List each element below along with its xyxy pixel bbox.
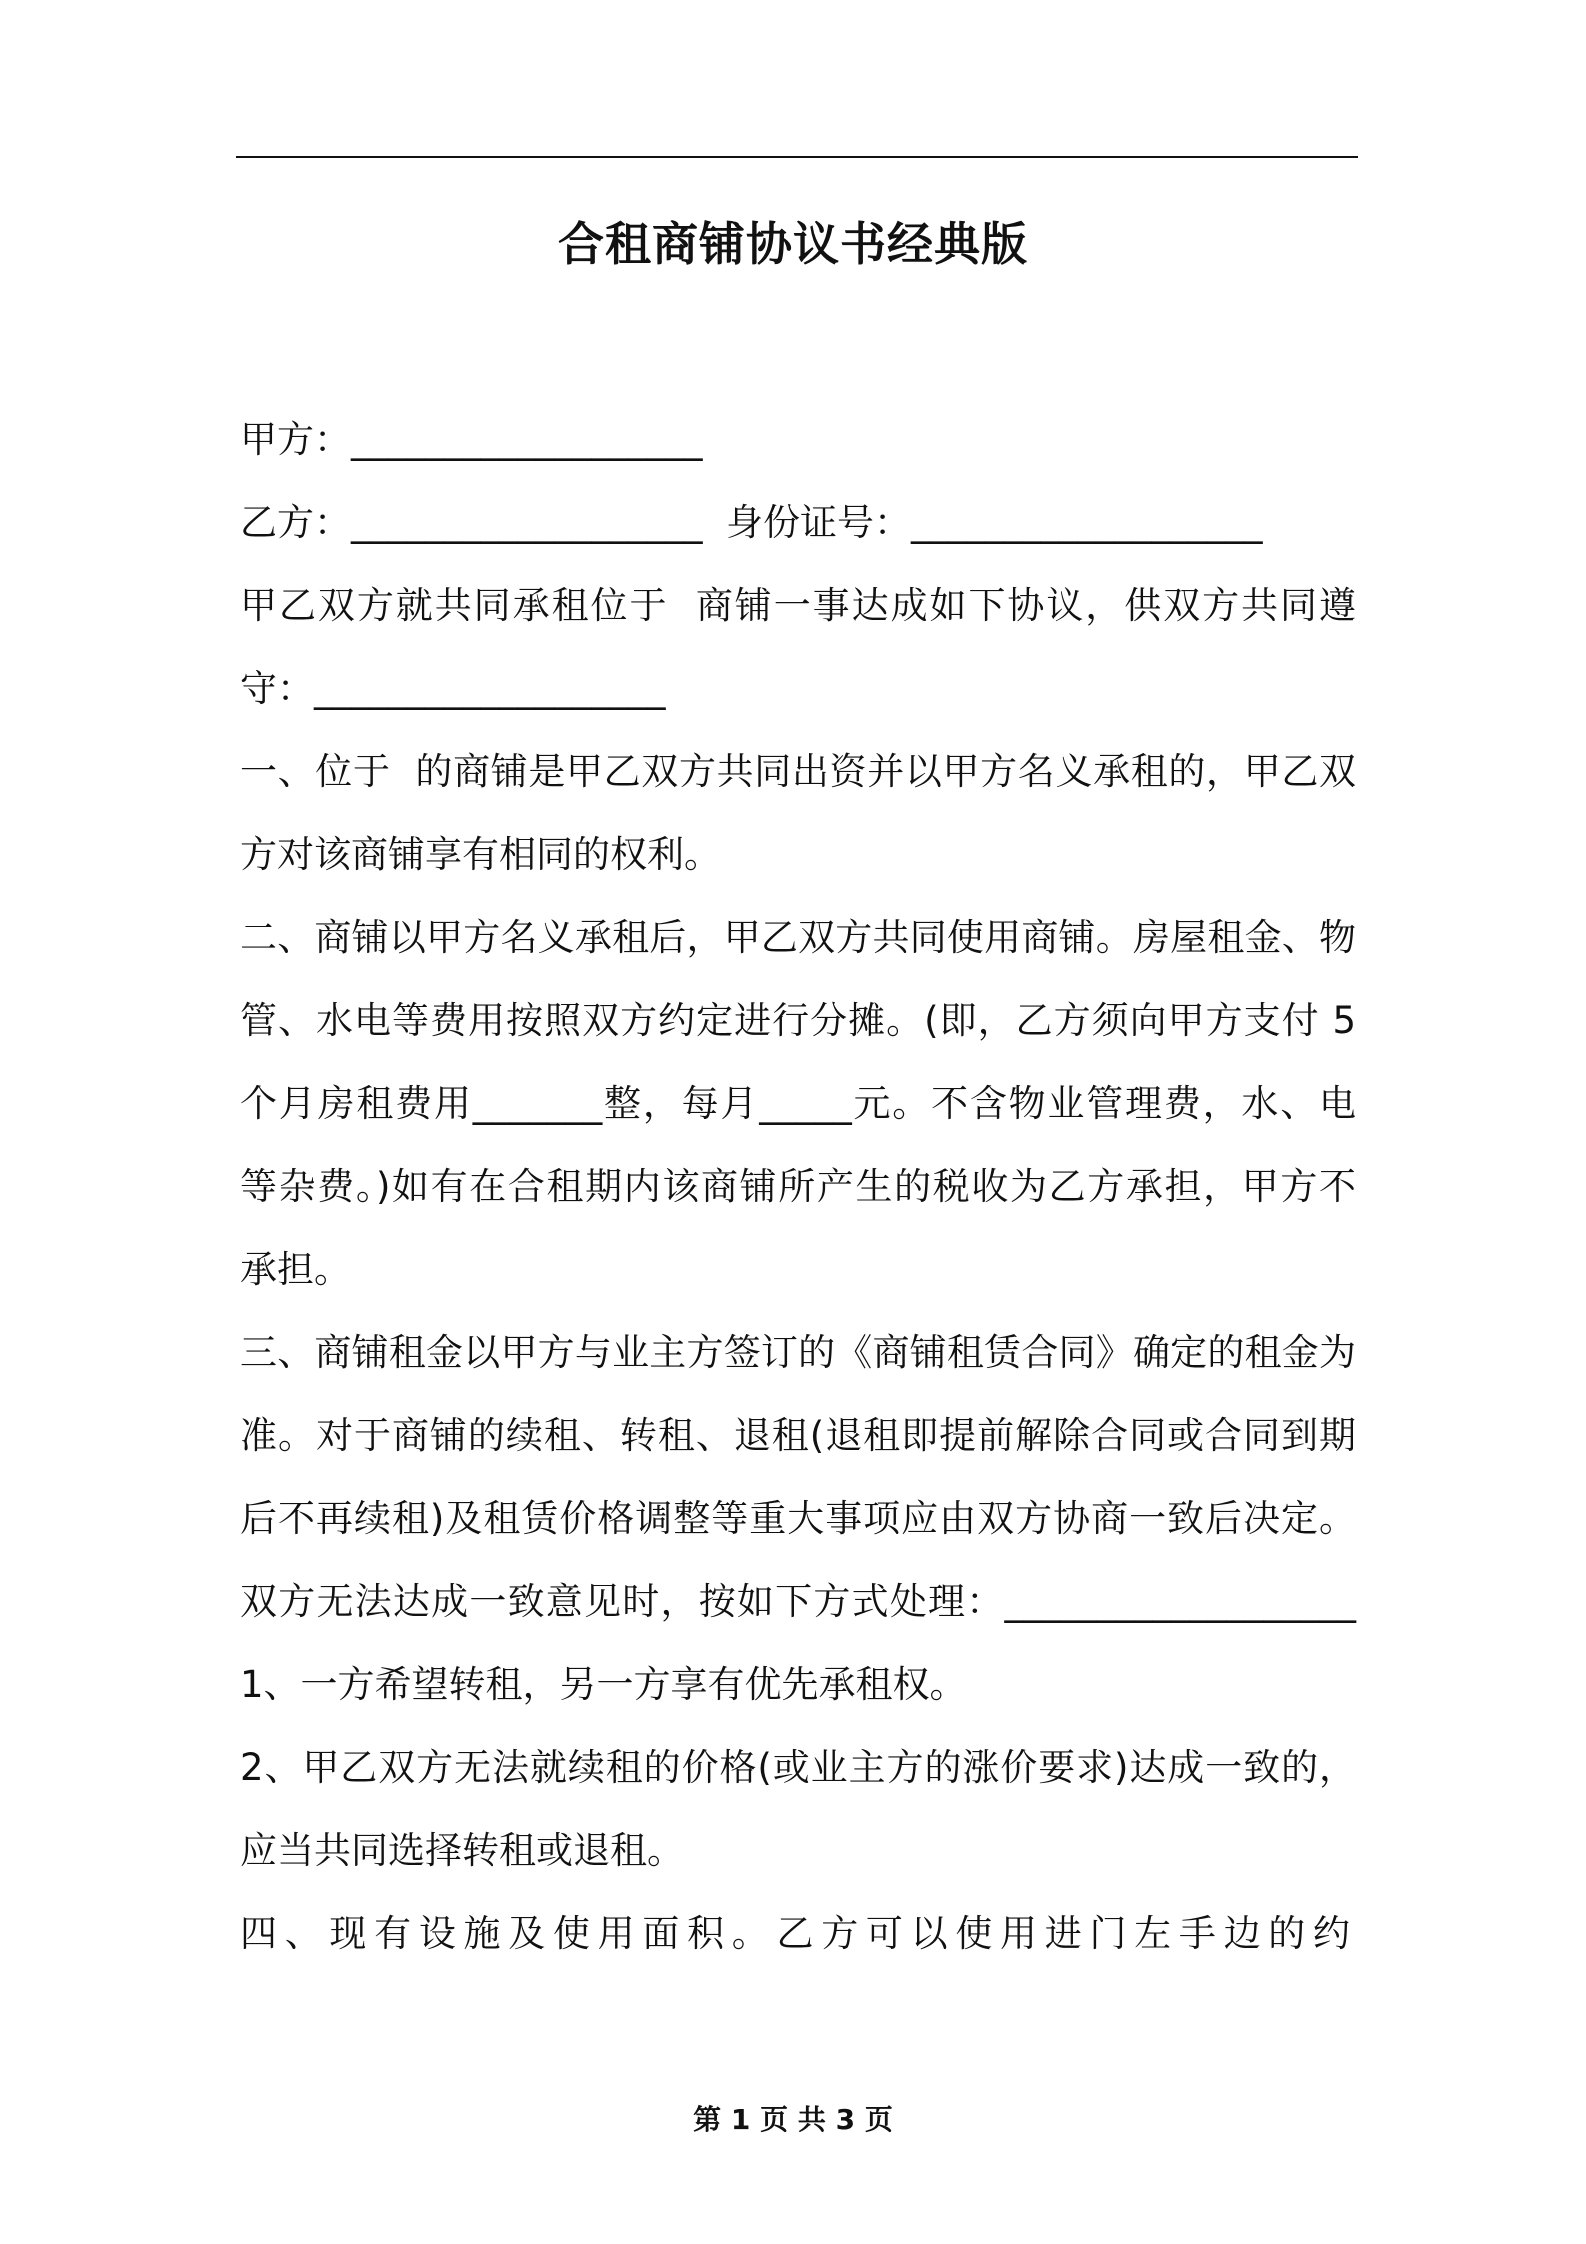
page-number: 第 1 页 共 3 页 bbox=[693, 2103, 893, 2136]
paragraph-line: 承担。 bbox=[240, 1248, 351, 1291]
paragraph-line: 1、一方希望转租，另一方享有优先承租权。 bbox=[240, 1663, 967, 1706]
paragraph-line: 个月房租费用_______整，每月_____元。不含物业管理费，水、电 bbox=[240, 1082, 1356, 1125]
paragraph-line: 四、现有设施及使用面积。乙方可以使用进门左手边的约 bbox=[240, 1912, 1356, 1955]
paragraph-line: 等杂费。)如有在合租期内该商铺所产生的税收为乙方承担，甲方不 bbox=[240, 1165, 1356, 1208]
paragraph-line: 双方无法达成一致意见时，按如下方式处理：___________________ bbox=[240, 1580, 1356, 1623]
document-title: 合租商铺协议书经典版 bbox=[558, 217, 1028, 271]
paragraph-line: 甲乙双方就共同承租位于 商铺一事达成如下协议，供双方共同遵 bbox=[240, 584, 1356, 627]
document-body bbox=[240, 408, 1356, 1985]
paragraph-line: 管、水电等费用按照双方约定进行分摊。(即，乙方须向甲方支付 5 bbox=[240, 999, 1356, 1042]
party-a-line: 甲方：___________________ bbox=[240, 418, 703, 461]
paragraph-line: 准。对于商铺的续租、转租、退租(退租即提前解除合同或合同到期 bbox=[240, 1414, 1356, 1457]
paragraph-line: 应当共同选择转租或退租。 bbox=[240, 1829, 684, 1872]
paragraph-line: 三、商铺租金以甲方与业主方签订的《商铺租赁合同》确定的租金为 bbox=[240, 1331, 1356, 1374]
paragraph-line: 一、位于 的商铺是甲乙双方共同出资并以甲方名义承租的，甲乙双 bbox=[240, 750, 1356, 793]
party-b-line: 乙方：___________________ 身份证号：___________________ bbox=[240, 501, 1263, 544]
paragraph-line: 2、甲乙双方无法就续租的价格(或业主方的涨价要求)达成一致的， bbox=[240, 1746, 1356, 1789]
paragraph-line: 二、商铺以甲方名义承租后，甲乙双方共同使用商铺。房屋租金、物 bbox=[240, 916, 1356, 959]
paragraph-line: 方对该商铺享有相同的权利。 bbox=[240, 833, 721, 876]
header-rule bbox=[236, 156, 1358, 158]
paragraph-line: 后不再续租)及租赁价格调整等重大事项应由双方协商一致后决定。 bbox=[240, 1497, 1356, 1540]
paragraph-line: 守：___________________ bbox=[240, 667, 666, 710]
